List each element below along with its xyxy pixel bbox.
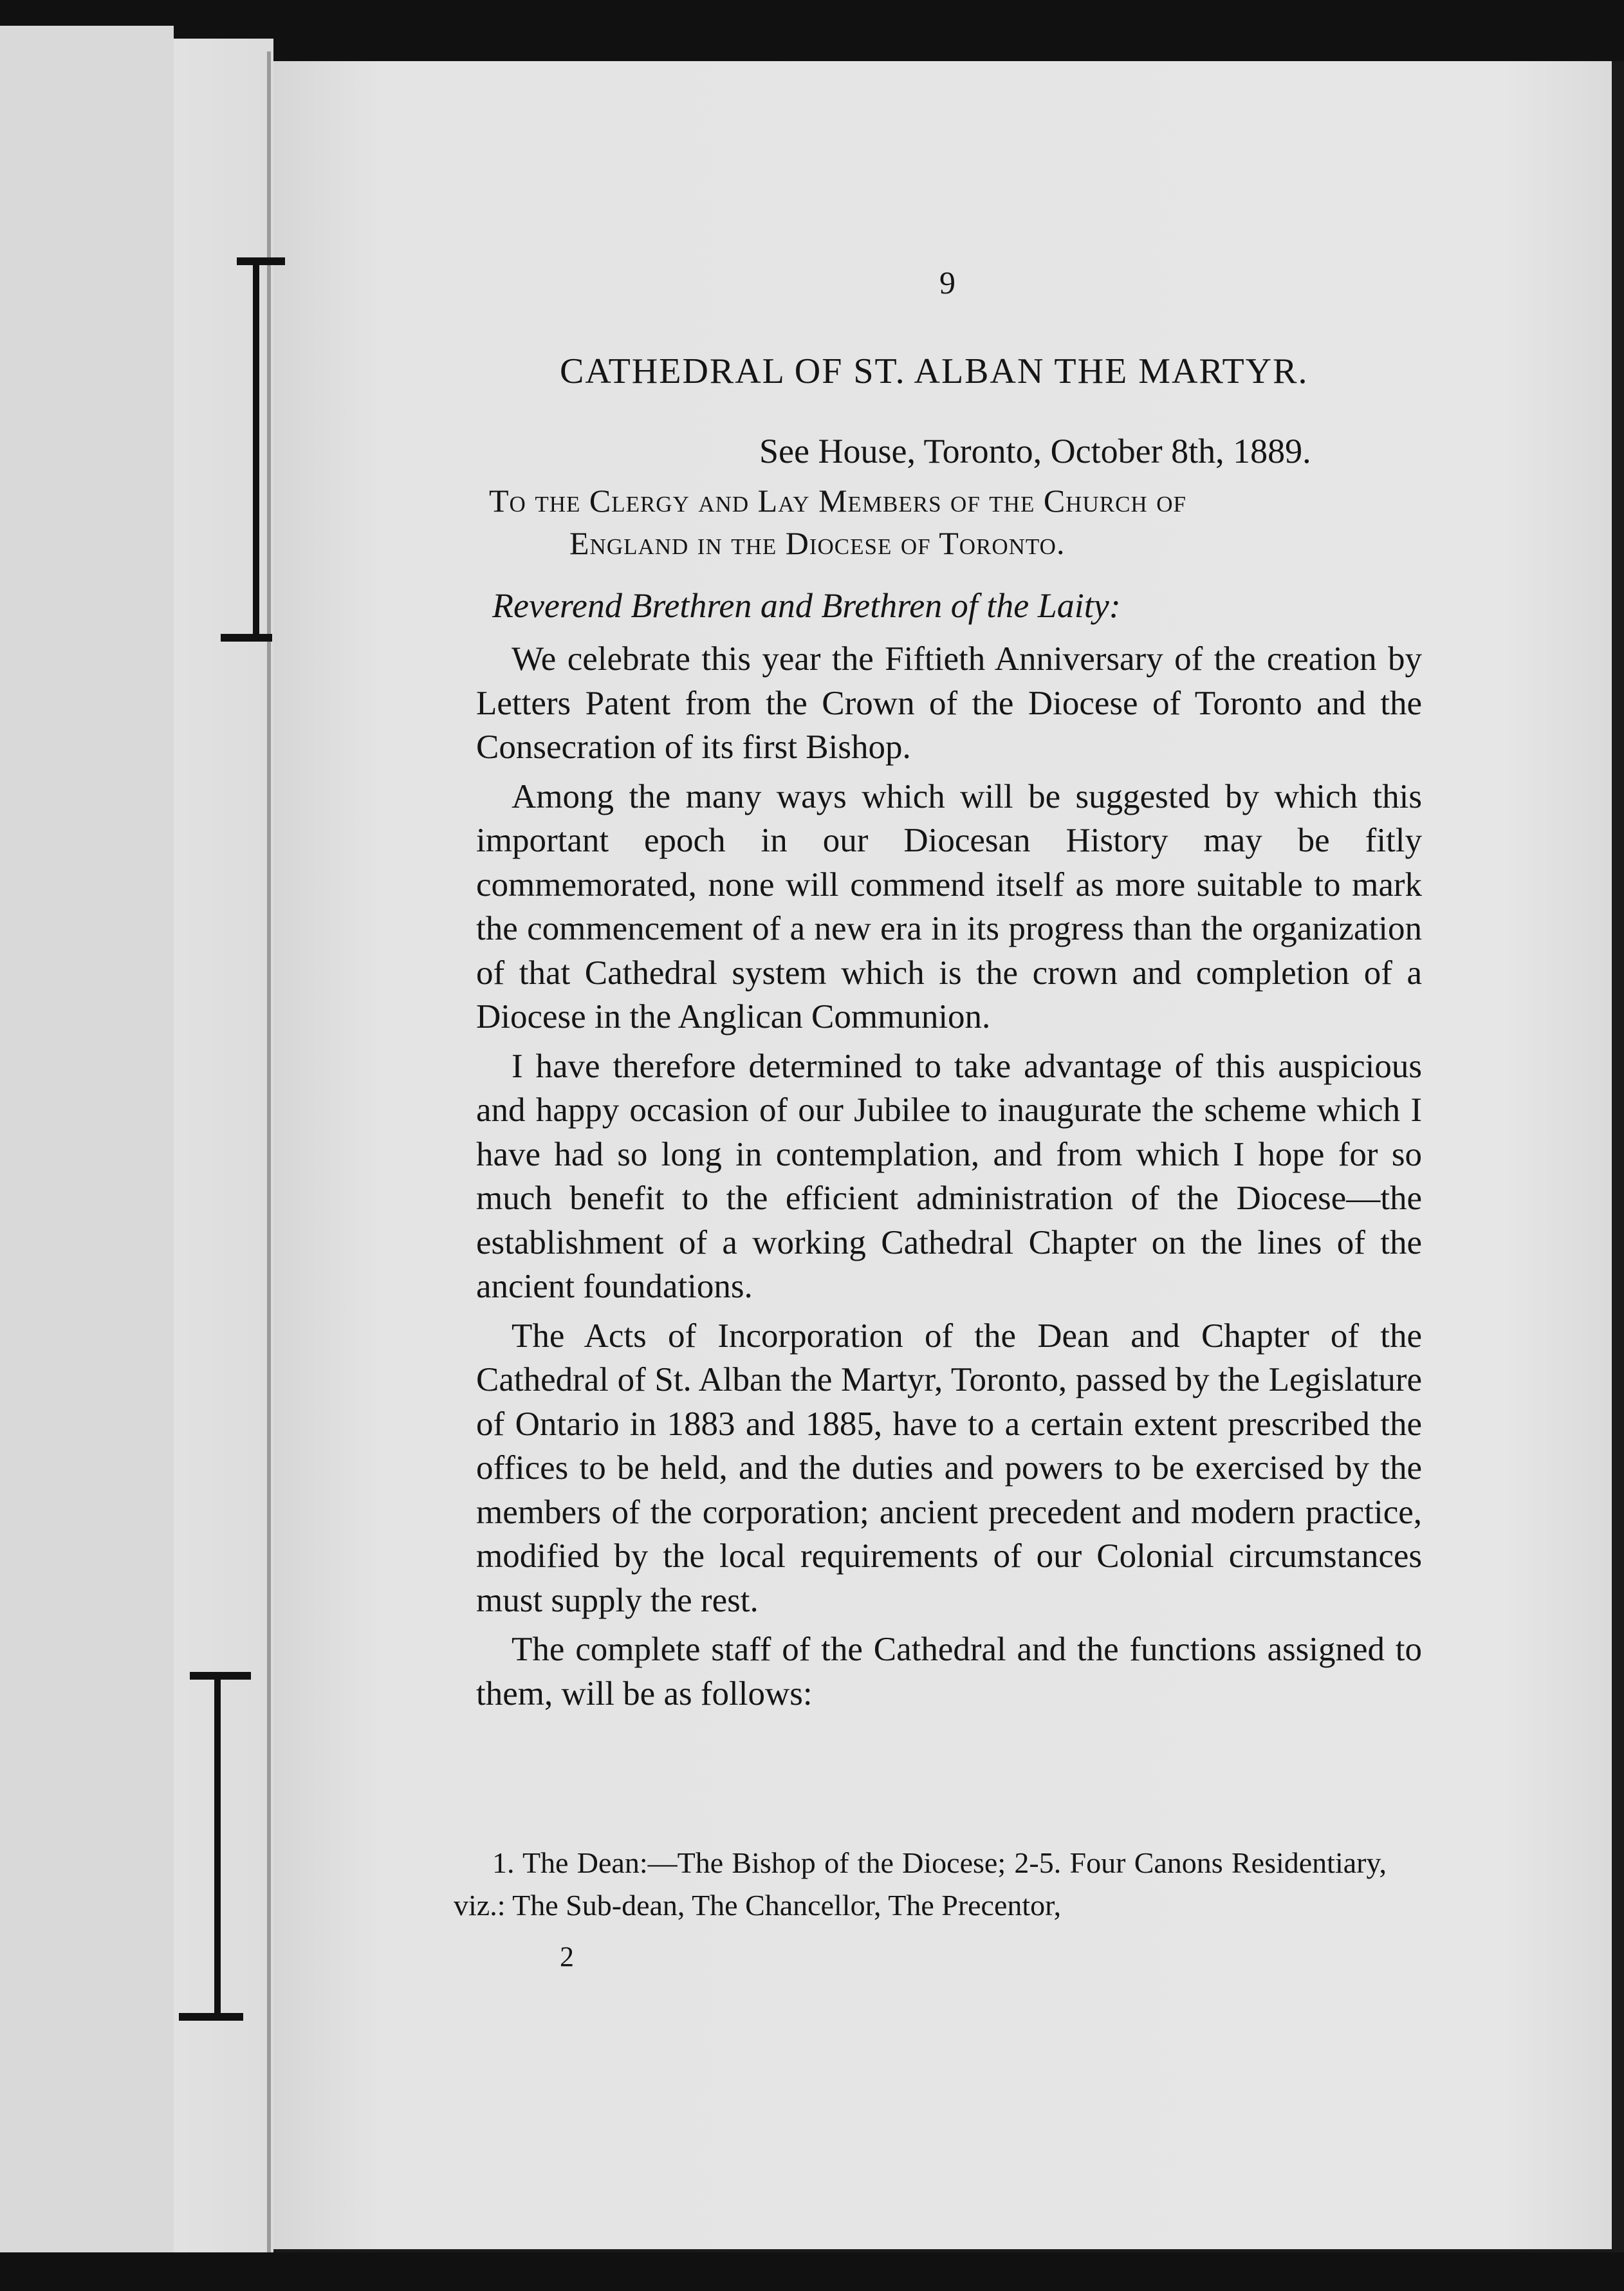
salutation: Reverend Brethren and Brethren of the Laity: <box>492 586 1121 625</box>
binding-stitch-upper-top <box>237 257 285 265</box>
binding-stitch-lower <box>214 1673 221 2021</box>
address-line-2: England in the Diocese of Toronto. <box>569 525 1066 561</box>
letter-body <box>476 637 1422 1721</box>
binding-stitch-upper <box>253 261 259 640</box>
address-line-1: To the Clergy and Lay Members of the Church of <box>489 483 1186 519</box>
paragraph-3: I have therefore determined to take advantage of this auspicious and happy occasion of our Jubilee to inaugurate the scheme which I have had so long in contemplation, and from which I hope for so much benefit to the efficient administration of the Diocese—the establishment of a working Cathedral Chapter on the lines of the ancient foundations. <box>476 1047 1422 1305</box>
left-page-strip <box>0 26 174 2259</box>
signature-mark: 2 <box>560 1941 574 1972</box>
binding-stitch-lower-bottom <box>179 2013 243 2021</box>
list-item-1: 1. The Dean:—The Bishop of the Diocese; 2-5. Four Canons Residentiary, viz.: The Sub-dean, The Chancellor, The Precentor, <box>454 1846 1387 1922</box>
paragraph-5: The complete staff of the Cathedral and the functions assigned to them, will be as follows: <box>476 1631 1422 1712</box>
binding-stitch-upper-bottom <box>221 634 272 642</box>
dateline: See House, Toronto, October 8th, 1889. <box>759 432 1311 470</box>
binding-stitch-lower-top <box>190 1672 251 1680</box>
paragraph-4: The Acts of Incorporation of the Dean and Chapter of the Cathedral of St. Alban the Martyr, Toronto, passed by the Legislature of Ontario in 1883 and 1885, have to a certain extent prescribed the offices to be held, and the duties and powers to be exercised by the members of the corporation; ancient precedent and modern practice, modified by the local requirements of our Colonial circumstances must supply the rest. <box>476 1317 1422 1619</box>
page-number: 9 <box>939 264 955 301</box>
document-title: CATHEDRAL OF ST. ALBAN THE MARTYR. <box>560 351 1309 391</box>
address-block <box>489 479 1428 564</box>
paragraph-1: We celebrate this year the Fiftieth Anniversary of the creation by Letters Patent from the Crown of the Diocese of Toronto and the Consecration of its first Bishop. <box>476 640 1422 766</box>
staff-list <box>454 1842 1387 1927</box>
scan-border-bottom <box>0 2252 1624 2291</box>
binding-spine <box>267 51 271 2252</box>
paragraph-2: Among the many ways which will be suggested by which this important epoch in our Diocesan History may be fitly commemorated, none will commend itself as more suitable to mark the commencement of a new era in its progress than the organization of that Cathedral system which is the crown and completion of a Diocese in the Anglican Communion. <box>476 777 1422 1035</box>
